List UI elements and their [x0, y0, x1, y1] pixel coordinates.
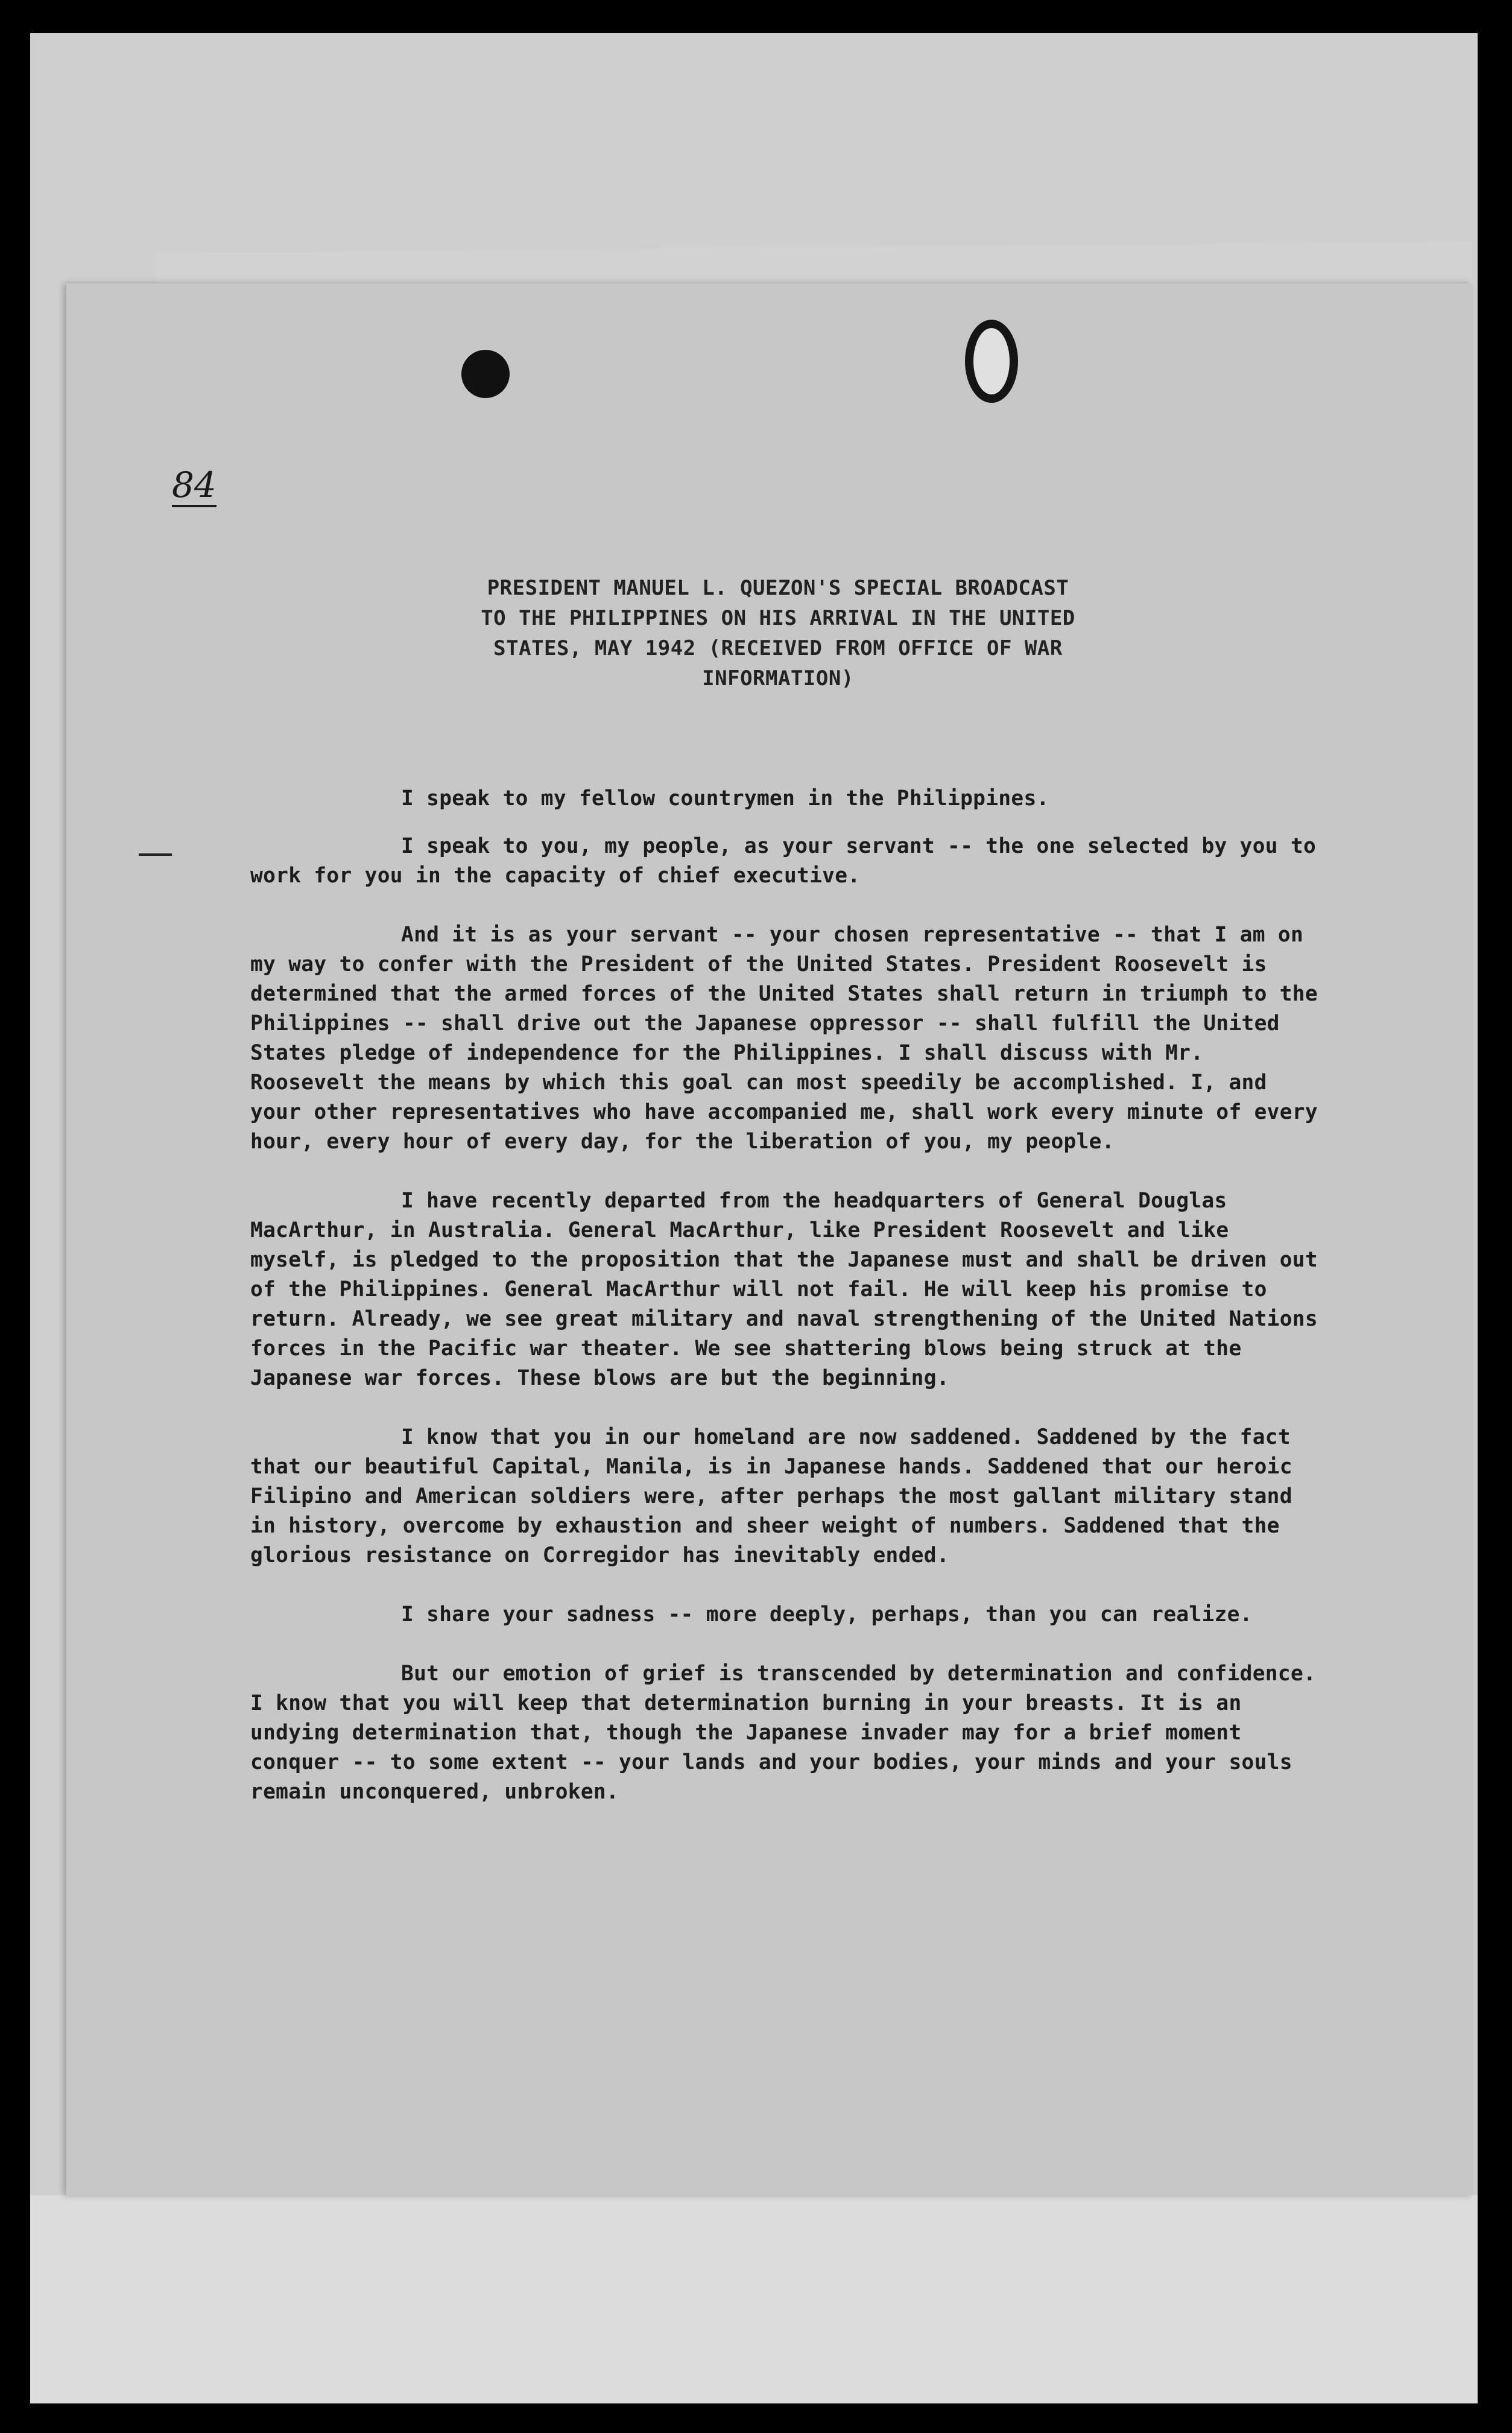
document-body: [250, 784, 1324, 1837]
margin-dash-mark: [139, 853, 172, 856]
document-title: PRESIDENT MANUEL L. QUEZON'S SPECIAL BROADCAST TO THE PHILIPPINES ON HIS ARRIVAL IN THE UNITED STATES, MAY 1942 (RECEIVED FROM OFFICE OF WAR INFORMATION): [481, 576, 1075, 691]
paragraph: And it is as your servant -- your chosen representative -- that I am on my way to confer with the President of the United States. President Roosevelt is determined that the armed forces of the United States shall return in triumph to the Philippines -- shall drive out the Japanese oppressor -- shall fulfill the United States pledge of independence for the Philippines. I shall discuss with Mr. Roosevelt the means by which this goal can most speedily be accomplished. I, and your other representatives who have accompanied me, shall work every minute of every hour, every hour of every day, for the liberation of you, my people.: [250, 923, 1318, 1154]
punch-hole-left: [461, 350, 510, 398]
paragraph: I speak to you, my people, as your servant -- the one selected by you to work for you in the capacity of chief executive.: [250, 834, 1317, 888]
paragraph: I speak to my fellow countrymen in the Philippines.: [401, 786, 1049, 811]
bottom-sheet-strip: [30, 2195, 1478, 2403]
paragraph: I know that you in our homeland are now saddened. Saddened by the fact that our beautiful Capital, Manila, is in Japanese hands. Saddened that our heroic Filipino and American soldiers were, after perhaps the most gallant military stand in history, overcome by exhaustion and sheer weight of numbers. Saddened that the glorious resistance on Corregidor has inevitably ended.: [250, 1425, 1292, 1568]
paragraph: I have recently departed from the headquarters of General Douglas MacArthur, in Australia. General MacArthur, like President Roosevelt and like myself, is pledged to the proposition that the Japanese must and shall be driven out of the Philippines. General MacArthur will not fail. He will keep his promise to return. Already, we see great military and naval strengthening of the United Nations forces in the Pacific war theater. We see shattering blows being struck at the Japanese war forces. These blows are but the beginning.: [250, 1189, 1318, 1390]
punch-hole-right: [965, 320, 1018, 403]
staple-mark: [109, 356, 199, 374]
paragraph: But our emotion of grief is transcended by determination and confidence. I know that you will keep that determination burning in your breasts. It is an undying determination that, though the Japanese invader may for a brief moment conquer -- to some extent -- your lands and your bodies, your minds and your souls remain unconquered, unbroken.: [250, 1662, 1317, 1804]
page-number: 84: [172, 467, 217, 507]
paragraph: I share your sadness -- more deeply, perhaps, than you can realize.: [401, 1602, 1253, 1627]
